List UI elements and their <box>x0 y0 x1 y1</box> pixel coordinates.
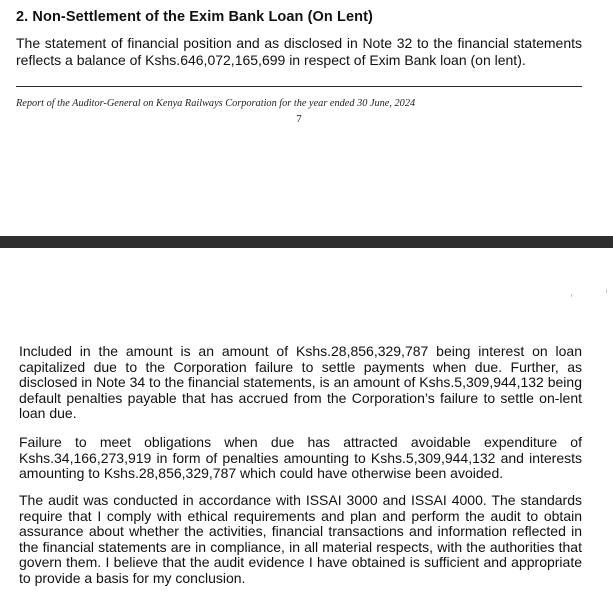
loan-balance-paragraph: The statement of financial position and as disclosed in Note 32 to the financial statements reflects a balance of Kshs.646,072,165,699 in respect of Exim Bank loan (on lent). <box>16 35 582 68</box>
interest-paragraph: Included in the amount is an amount of Kshs.28,856,329,787 being interest on loan capitalized due to the Corporation failure to settle payments when due. Further, as disclosed in Note 34 to the financial statements, is an amount of Kshs.5,309,944,132 being default penalties payable that has accrued from the Corporation’s failure to settle on-lent loan due. <box>19 343 582 421</box>
footer-rule <box>16 86 582 87</box>
audit-basis-paragraph: The audit was conducted in accordance with ISSAI 3000 and ISSAI 4000. The standards require that I comply with ethical requirements and plan and perform the audit to obtain assurance about whether the activities, financial transactions and information reflected in the financial statements are in compliance, in all material respects, with the authorities that govern them. I believe that the audit evidence I have obtained is sufficient and appropriate to provide a basis for my conclusion. <box>19 492 582 586</box>
scan-speck <box>606 289 607 293</box>
page-break-band <box>0 236 613 248</box>
page-number: 7 <box>296 113 302 125</box>
avoidable-expenditure-paragraph: Failure to meet obligations when due has attracted avoidable expenditure of Kshs.34,166,273,919 in form of penalties amounting to Kshs.5,309,944,132 and interests amounting to Kshs.28,856,329,787 which could have otherwise been avoided. <box>19 434 582 481</box>
section-heading: 2. Non-Settlement of the Exim Bank Loan (On Lent) <box>16 9 373 25</box>
page-footer: Report of the Auditor-General on Kenya Railways Corporation for the year ended 30 June, 2024 <box>16 98 416 109</box>
scan-speck <box>571 294 572 297</box>
